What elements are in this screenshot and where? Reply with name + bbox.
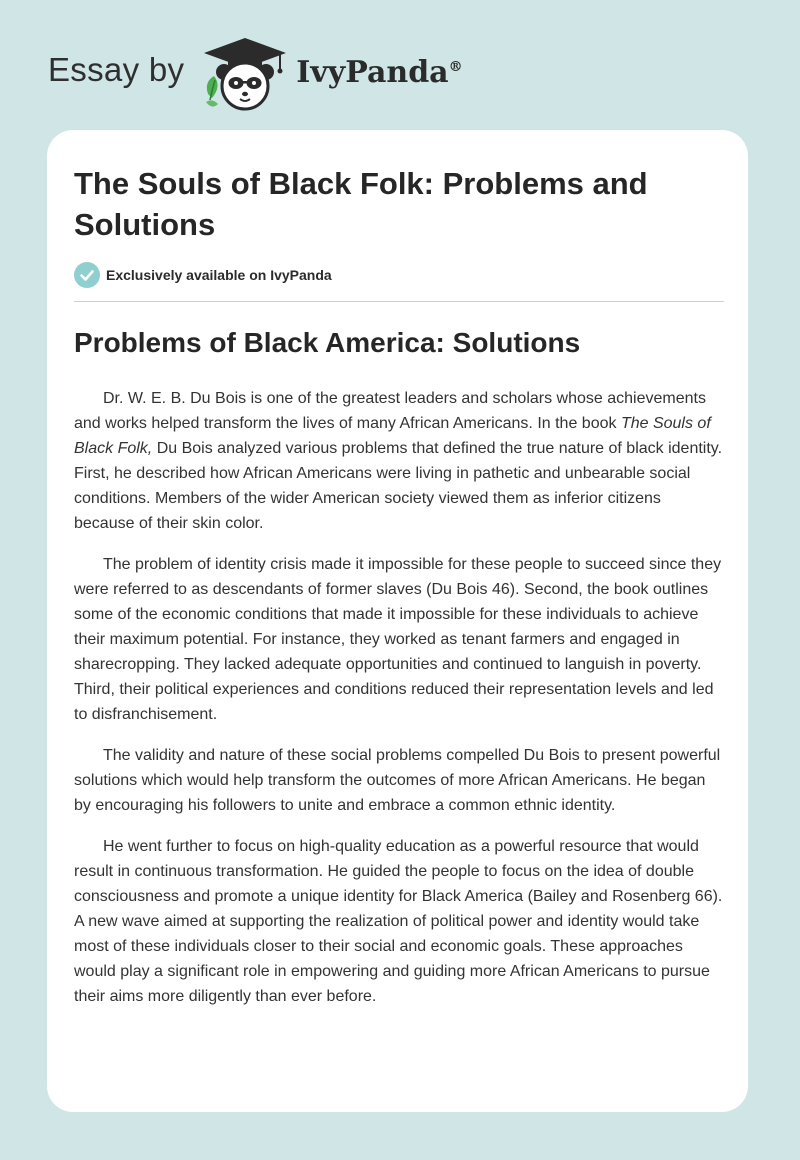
panda-graduation-cap-icon[interactable] [202, 36, 288, 112]
exclusive-badge [74, 262, 724, 288]
essay-content [74, 163, 724, 1009]
section-heading: Problems of Black America: Solutions [74, 327, 581, 358]
paragraph-1-before: Dr. W. E. B. Du Bois is one of the greatest leaders and scholars whose achievements and works helped transform the lives of many African Americans. In the book [74, 390, 706, 432]
book-title: The Souls of Black Folk, [74, 415, 711, 457]
essay-by-label: Essay by [48, 51, 185, 88]
divider [74, 301, 724, 302]
brand-label: IvyPanda [296, 54, 449, 90]
paragraph-4: He went further to focus on high-quality education as a powerful resource that would result in continuous transformation. He guided the people to focus on the idea of double consciousness and promote a unique identity for Black America (Bailey and Rosenberg 66). A new wave aimed at supporting the realization of political power and identity would take most of these individuals closer to their social and economic goals. These approaches would play a significant role in empowering and guiding more African Americans to pursue their aims more diligently than ever before. [74, 838, 723, 1005]
site-header [48, 34, 463, 114]
exclusive-badge-label: Exclusively available on IvyPanda [106, 267, 332, 283]
paragraph-1-after: Du Bois analyzed various problems that defined the true nature of black identity. First, he described how African Americans were living in pathetic and unbearable social conditions. Members of the wider American society viewed them as inferior citizens because of their skin color. [74, 440, 723, 532]
page-title: The Souls of Black Folk: Problems and Solutions [74, 166, 648, 242]
registered-mark: ® [448, 58, 463, 75]
brand-name[interactable] [296, 55, 462, 90]
essay-card [47, 130, 748, 1112]
check-circle-icon [74, 262, 100, 288]
paragraph-3: The validity and nature of these social problems compelled Du Bois to present powerful solutions which would help transform the outcomes of more African Americans. He began by encouraging his followers to unite and embrace a common ethnic identity. [74, 747, 721, 814]
paragraph-1 [74, 386, 724, 536]
paragraph-2: The problem of identity crisis made it impossible for these people to succeed since they were referred to as descendants of former slaves (Du Bois 46). Second, the book outlines some of the economic conditions that made it impossible for these individuals to achieve their maximum potential. For instance, they worked as tenant farmers and engaged in sharecropping. They lacked adequate opportunities and continued to languish in poverty. Third, their political experiences and conditions reduced their representation levels and led to disfranchisement. [74, 556, 722, 723]
